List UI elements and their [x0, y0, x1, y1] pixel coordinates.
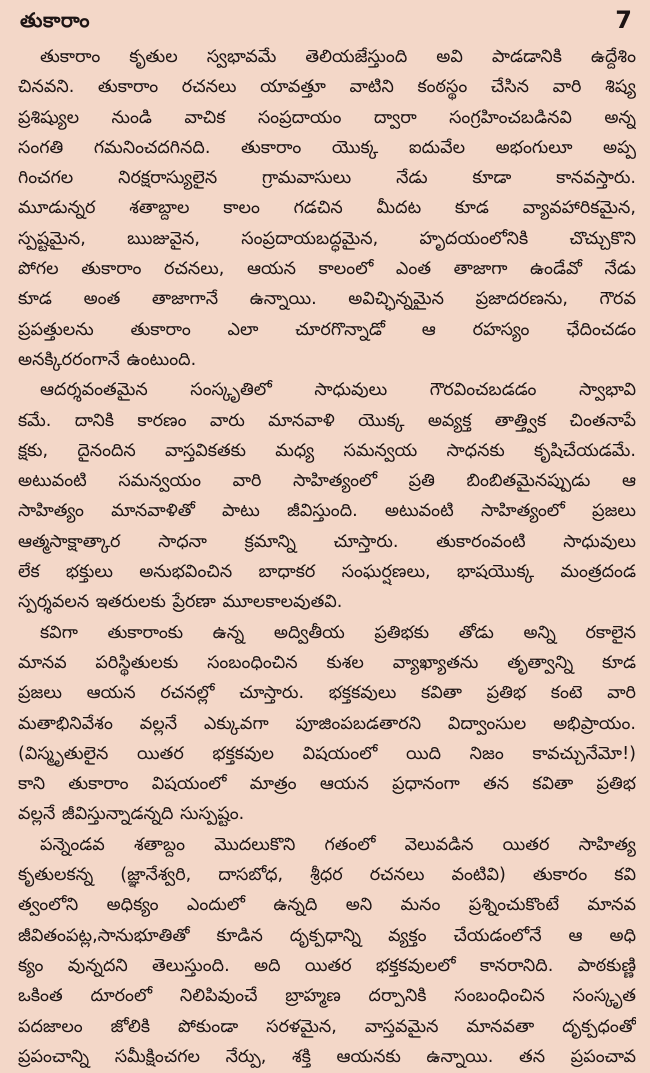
page-number: 7 — [615, 6, 632, 34]
text-line: త్వంలోని అధిక్యం ఎందులో ఉన్నది అని మనం ప్రశ్నించుకొంటే మానవ — [18, 895, 636, 916]
text-line: చినవని. తుకారాం రచనలు యావత్తూ వాటిని కంఠస్థం చేసిన వారి శిష్య — [18, 77, 636, 98]
text-line: (విస్మృతులైన యితర భక్తకవుల విషయంలో యిది నిజం కావచ్చునేమో!) — [18, 743, 636, 764]
text-line: మతాభినివేశం వల్లనే ఎక్కువగా పూజింపబడతారని విద్వాంసుల అభిప్రాయం. — [18, 713, 636, 734]
text-line: ప్రజలు ఆయన రచనల్లో చూస్తారు. భక్తకవులు కవితా ప్రతిభ కంటె వారి — [18, 683, 636, 704]
text-line: ఆత్మసాక్షాత్కార సాధనా క్రమాన్ని చూస్తారు. తుకారంవంటి సాధువులు — [18, 531, 636, 552]
text-line: జీవితంపట్ల,సానుభూతితో కూడిన దృక్పధాన్ని వ్యక్తం చేయడంలోనే ఆ అధి — [18, 925, 636, 946]
text-line: కాని తుకారాం విషయంలో మాత్రం ఆయన ప్రధానంగా తన కవితా ప్రతిభ — [18, 774, 636, 795]
text-line: అటువంటి సమన్వయం వారి సాహిత్యంలో ప్రతి బింబితమైనప్పుడు ఆ — [18, 471, 636, 492]
text-line: స్పష్టమైన, ఋజువైన, సంప్రదాయబద్ధమైన, హృదయంలోనికి చొచ్చుకొని — [18, 228, 636, 249]
text-line: గించగల నిరక్షరాస్యులైన గ్రామవాసులు నేడు కూడా కానవస్తారు. — [18, 168, 636, 189]
text-line: లేక భక్తులు అనుభవించిన బాధాకర సంఘర్షణలు, భాషయొక్క మంత్రదండ — [18, 562, 636, 583]
text-line: ప్రపత్తులను తుకారాం ఎలా చూరగొన్నాడో ఆ రహస్యం ఛేదించడం — [18, 319, 636, 340]
text-line: పోగల తుకారాం రచనలు, ఆయన కాలంలో ఎంత తాజాగా ఉండేవో నేడు — [18, 259, 636, 280]
text-line: క్యం వున్నదని తెలుస్తుంది. అది యితర భక్తకవులలో కానరానిది. పాఠకుణ్ణి — [18, 955, 636, 976]
text-line: పదజాలం జోలికి పోకుండా సరళమైన, వాస్తవమైన మానవతా దృక్పధంతో — [18, 1016, 636, 1037]
text-line: ఒకింత దూరంలో నిలిపివుంచే బ్రాహ్మణ దర్పానికి సంబంధించిన సంస్కృత — [18, 986, 636, 1007]
text-line: కవిగా తుకారాంకు ఉన్న అద్వితీయ ప్రతిభకు తోడు అన్ని రకాలైన — [40, 622, 636, 643]
text-line: పన్నెండవ శతాబ్దం మొదలుకొని గతంలో వెలువడిన యితర సాహిత్య — [40, 834, 636, 855]
text-line: వల్లనే జీవిస్తున్నాడన్నది సుస్పష్టం. — [18, 804, 245, 825]
paragraph-1 — [18, 42, 636, 375]
running-head: తుకారాం — [20, 8, 90, 32]
body-text — [18, 42, 636, 1072]
text-line: ప్రపంచాన్ని సమీక్షించగల నేర్పు, శక్తి ఆయనకు ఉన్నాయి. తన ప్రపంచావ — [18, 1046, 636, 1067]
text-line: సంగతి గమనించదగినది. తుకారాం యొక్క ఐదువేల అభంగులూ అప్ప — [18, 137, 636, 158]
text-line: తుకారాం కృతుల స్వభావమే తెలియజేస్తుంది అవి పాడడానికి ఉద్దేశిం — [40, 47, 636, 67]
text-line: క్షకు, దైనందిన వాస్తవికతకు మధ్య సమన్వయ సాధనకు కృషిచేయడమే. — [18, 440, 636, 461]
paragraph-2 — [18, 375, 636, 617]
text-line: కూడ అంత తాజాగానే ఉన్నాయి. అవిచ్ఛిన్నమైన ప్రజాదరణను, గౌరవ — [18, 289, 636, 310]
text-line: కృతులకన్న (జ్ఞానేశ్వరి, దాసబోధ, శ్రీధర రచనలు వంటివి) తుకారం కవి — [18, 865, 636, 886]
text-line: మూడున్నర శతాబ్దాల కాలం గడచిన మీదట కూడ వ్యావహారికమైన, — [18, 198, 636, 219]
paragraph-4 — [18, 830, 636, 1072]
page-header — [18, 4, 636, 42]
paragraph-3 — [18, 618, 636, 830]
text-line: కమే. దానికి కారణం వారు మానవాళి యొక్క అవ్యక్త తాత్త్విక చింతనాపే — [18, 410, 636, 431]
text-line: అనక్కిరరంగానే ఉంటుంది. — [18, 349, 197, 370]
text-line: మానవ పరిస్థితులకు సంబంధించిన కుశల వ్యాఖ్యాతను తృత్వాన్ని కూడ — [18, 652, 636, 673]
text-line: స్పర్శవలన ఇతరులకు ప్రేరణా మూలకాలవుతవి. — [18, 592, 343, 613]
text-line: ఆదర్శవంతమైన సంస్కృతిలో సాధువులు గౌరవించబడడం స్వాభావి — [40, 380, 636, 401]
text-line: సాహిత్యం మానవాళితో పాటు జీవిస్తుంది. అటువంటి సాహిత్యంలో ప్రజలు — [18, 501, 636, 522]
text-line: ప్రశిష్యుల నుండి వాచిక సంప్రదాయం ద్వారా సంగ్రహించబడినవి అన్న — [18, 107, 636, 128]
